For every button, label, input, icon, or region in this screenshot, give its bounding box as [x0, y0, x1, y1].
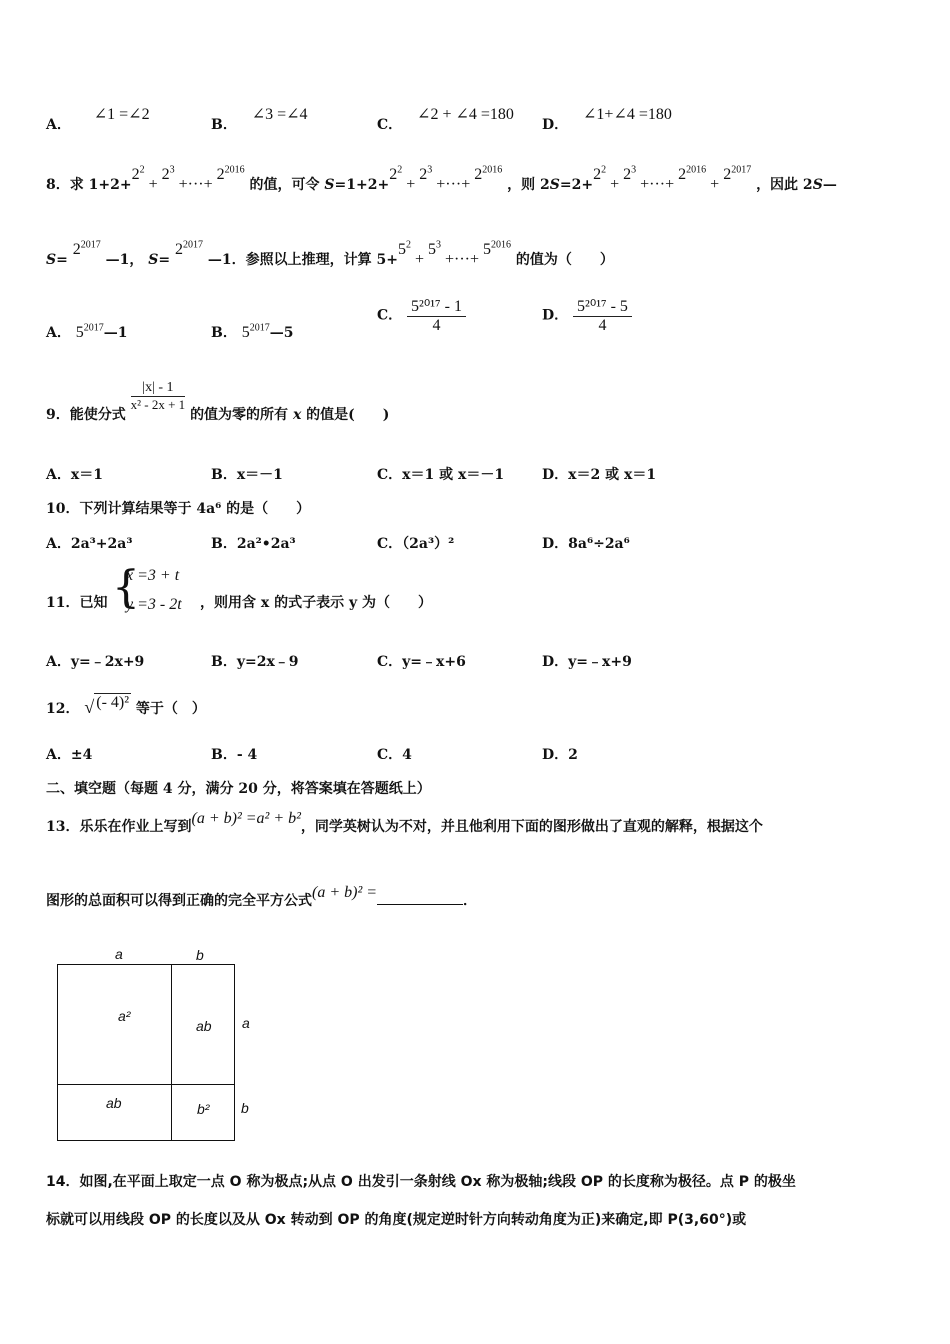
q13-line1 [46, 810, 763, 836]
option-expr: ∠1+∠4 =180 [583, 106, 672, 123]
option-tail: —5 [269, 325, 294, 341]
q8-line1: 8．求 $1+2+2^2 + 2^3$ +···+ $2^{2016}$ 的值，可令 $S=1+2+2^2 + 2^3$ +···+ $2^{2016}$ ，则 $2S=2+2^2 + 2^3$ +···+ $2^{2016} + 2^{2017}$ ，因此 2S— [46, 164, 837, 193]
q8-text-b: ，则 [507, 177, 536, 193]
option-label: A． [46, 117, 71, 133]
q10-option-c: C．（2a³）² [377, 536, 455, 552]
q12-radicand: (- 4)² [96, 694, 130, 711]
figure-label-top-b: b [196, 947, 204, 963]
option-label: B． [211, 325, 237, 341]
q11-prefix: 11．已知 [46, 595, 108, 611]
fraction-den: 4 [432, 317, 441, 334]
q11-option-d: D．y=﹣x+9 [542, 654, 632, 670]
q11-option-a: A．y=﹣2x+9 [46, 654, 145, 670]
fraction [131, 380, 186, 413]
q9-suffix2: 的值是( ) [306, 407, 390, 423]
fraction-num: |x| - 1 [131, 380, 186, 397]
q12-option-a: A．±4 [46, 747, 93, 763]
fraction-num: 5²⁰¹⁷ - 5 [573, 296, 632, 317]
figure-label-side-a: a [242, 1015, 250, 1031]
q8-option-a: A． $5^{2017}—1$ [46, 322, 128, 341]
q9-suffix: 的值为零的所有 [190, 407, 289, 423]
figure-cell-b2: b² [197, 1101, 210, 1117]
figure-label-top-a: a [115, 946, 123, 962]
figure-label-side-b: b [241, 1100, 249, 1116]
q9-option-a: A．x＝1 [46, 467, 103, 483]
figure-cell-ab-bottom: ab [106, 1095, 122, 1111]
q11-option-b: B．y=2x﹣9 [211, 654, 299, 670]
q8-option-d [542, 296, 632, 335]
sqrt-icon: √ [84, 697, 95, 717]
q11-option-c: C．y=﹣x+6 [377, 654, 466, 670]
option-tail: —1 [103, 325, 128, 341]
q10-option-d: D．8a⁶÷2a⁶ [542, 536, 630, 552]
figure-border [57, 964, 58, 1141]
option-label: B． [211, 117, 237, 133]
option-expr: ∠3 =∠4 [251, 106, 308, 123]
q10-option-a: A．2a³+2a³ [46, 536, 133, 552]
q8-text-e: —1．参照以上推理，计算 [207, 252, 372, 268]
figure-cell-ab-right: ab [196, 1018, 212, 1034]
q9-option-b: B．x＝－1 [211, 467, 283, 483]
q13-text-c: 图形的总面积可以得到正确的完全平方公式 [46, 893, 312, 909]
option-label: D． [542, 307, 569, 324]
q12-option-b: B．- 4 [211, 747, 258, 763]
option-expr: ∠1 =∠2 [93, 106, 150, 123]
q8-text-f: 的值为（ ） [515, 252, 614, 268]
q13-end: ． [463, 893, 478, 909]
fraction-den: x² - 2x + 1 [130, 397, 186, 412]
q8-number: 8．求 [46, 177, 84, 193]
q8-text-a: 的值，可令 [249, 177, 320, 193]
q7-option-d [542, 106, 672, 134]
q11-eq2: y =3 - 2t [126, 596, 182, 613]
q8-option-b: B． $5^{2017}—5$ [211, 322, 294, 341]
section-title: 二、填空题（每题 4 分，满分 20 分，将答案填在答题纸上） [46, 781, 431, 797]
q7-option-a [46, 106, 150, 134]
q10-stem: 10．下列计算结果等于 4a⁶ 的是（ ） [46, 501, 311, 517]
q8-line2: $S= 2^{2017}$ —1， $S= 2^{2017}$ —1．参照以上推理，计算 $5+5^2 + 5^3$ +···+ $5^{2016}$ 的值为（ ） [46, 239, 614, 268]
q9-stem: 9．能使分式 $\frac{|x| - 1}{\text{x² - 2x + 1}}$ 的值为零的所有 x 的值是( ) [46, 380, 390, 423]
q9-option-c: C．x＝1 或 x＝－1 [377, 467, 505, 483]
option-label: C． [377, 307, 403, 324]
figure-divider [57, 1084, 235, 1085]
q8-text-d: —1， [105, 252, 144, 268]
q11-eq1: x =3 + t [126, 567, 180, 584]
fraction-den: 4 [598, 317, 607, 334]
q11-suffix: ，则用含 x 的式子表示 y 为（ ） [200, 595, 432, 611]
brace-icon: { [112, 562, 140, 613]
fraction [573, 296, 632, 335]
figure-border [234, 964, 235, 1141]
q14-line1: 14．如图,在平面上取定一点 O 称为极点;从点 O 出发引一条射线 Ox 称为极轴;线段 OP 的长度称为极径。点 P 的极坐 [46, 1174, 796, 1190]
q13-expr2: (a + b)² = [312, 884, 378, 901]
q13-line2 [46, 884, 478, 910]
q9-prefix: 9．能使分式 [46, 407, 126, 423]
option-label: A． [46, 325, 71, 341]
answer-blank[interactable] [377, 892, 463, 905]
option-label: D． [542, 117, 569, 133]
q13-expr1: (a + b)² =a² + b² [191, 810, 301, 827]
fraction [407, 296, 466, 335]
figure-border [57, 964, 235, 965]
q12-option-c: C．4 [377, 747, 412, 763]
q12-stem [46, 694, 206, 718]
q10-option-b: B．2a²•2a³ [211, 536, 296, 552]
figure-cell-a2: a² [118, 1008, 131, 1024]
q13-text-b: ，同学英树认为不对，并且他利用下面的图形做出了直观的解释，根据这个 [300, 819, 763, 835]
fraction-num: 5²⁰¹⁷ - 1 [407, 296, 466, 317]
q14-line2: 标就可以用线段 OP 的长度以及从 Ox 转动到 OP 的角度(规定逆时针方向转动角度为正)来确定,即 P(3,60°)或 [46, 1212, 747, 1228]
figure-border [57, 1140, 235, 1141]
q12-prefix: 12． [46, 701, 80, 717]
q9-option-d: D．x＝2 或 x＝1 [542, 467, 657, 483]
option-expr: ∠2 + ∠4 =180 [417, 106, 514, 123]
q7-option-b [211, 106, 308, 134]
figure-divider [171, 964, 172, 1141]
q8-text-c: ，因此 [756, 177, 799, 193]
q12-suffix: 等于（ ） [135, 701, 206, 717]
q8-option-c [377, 296, 466, 335]
q7-option-c [377, 106, 514, 134]
q12-option-d: D．2 [542, 747, 578, 763]
option-label: C． [377, 117, 403, 133]
q13-text-a: 13．乐乐在作业上写到 [46, 819, 192, 835]
